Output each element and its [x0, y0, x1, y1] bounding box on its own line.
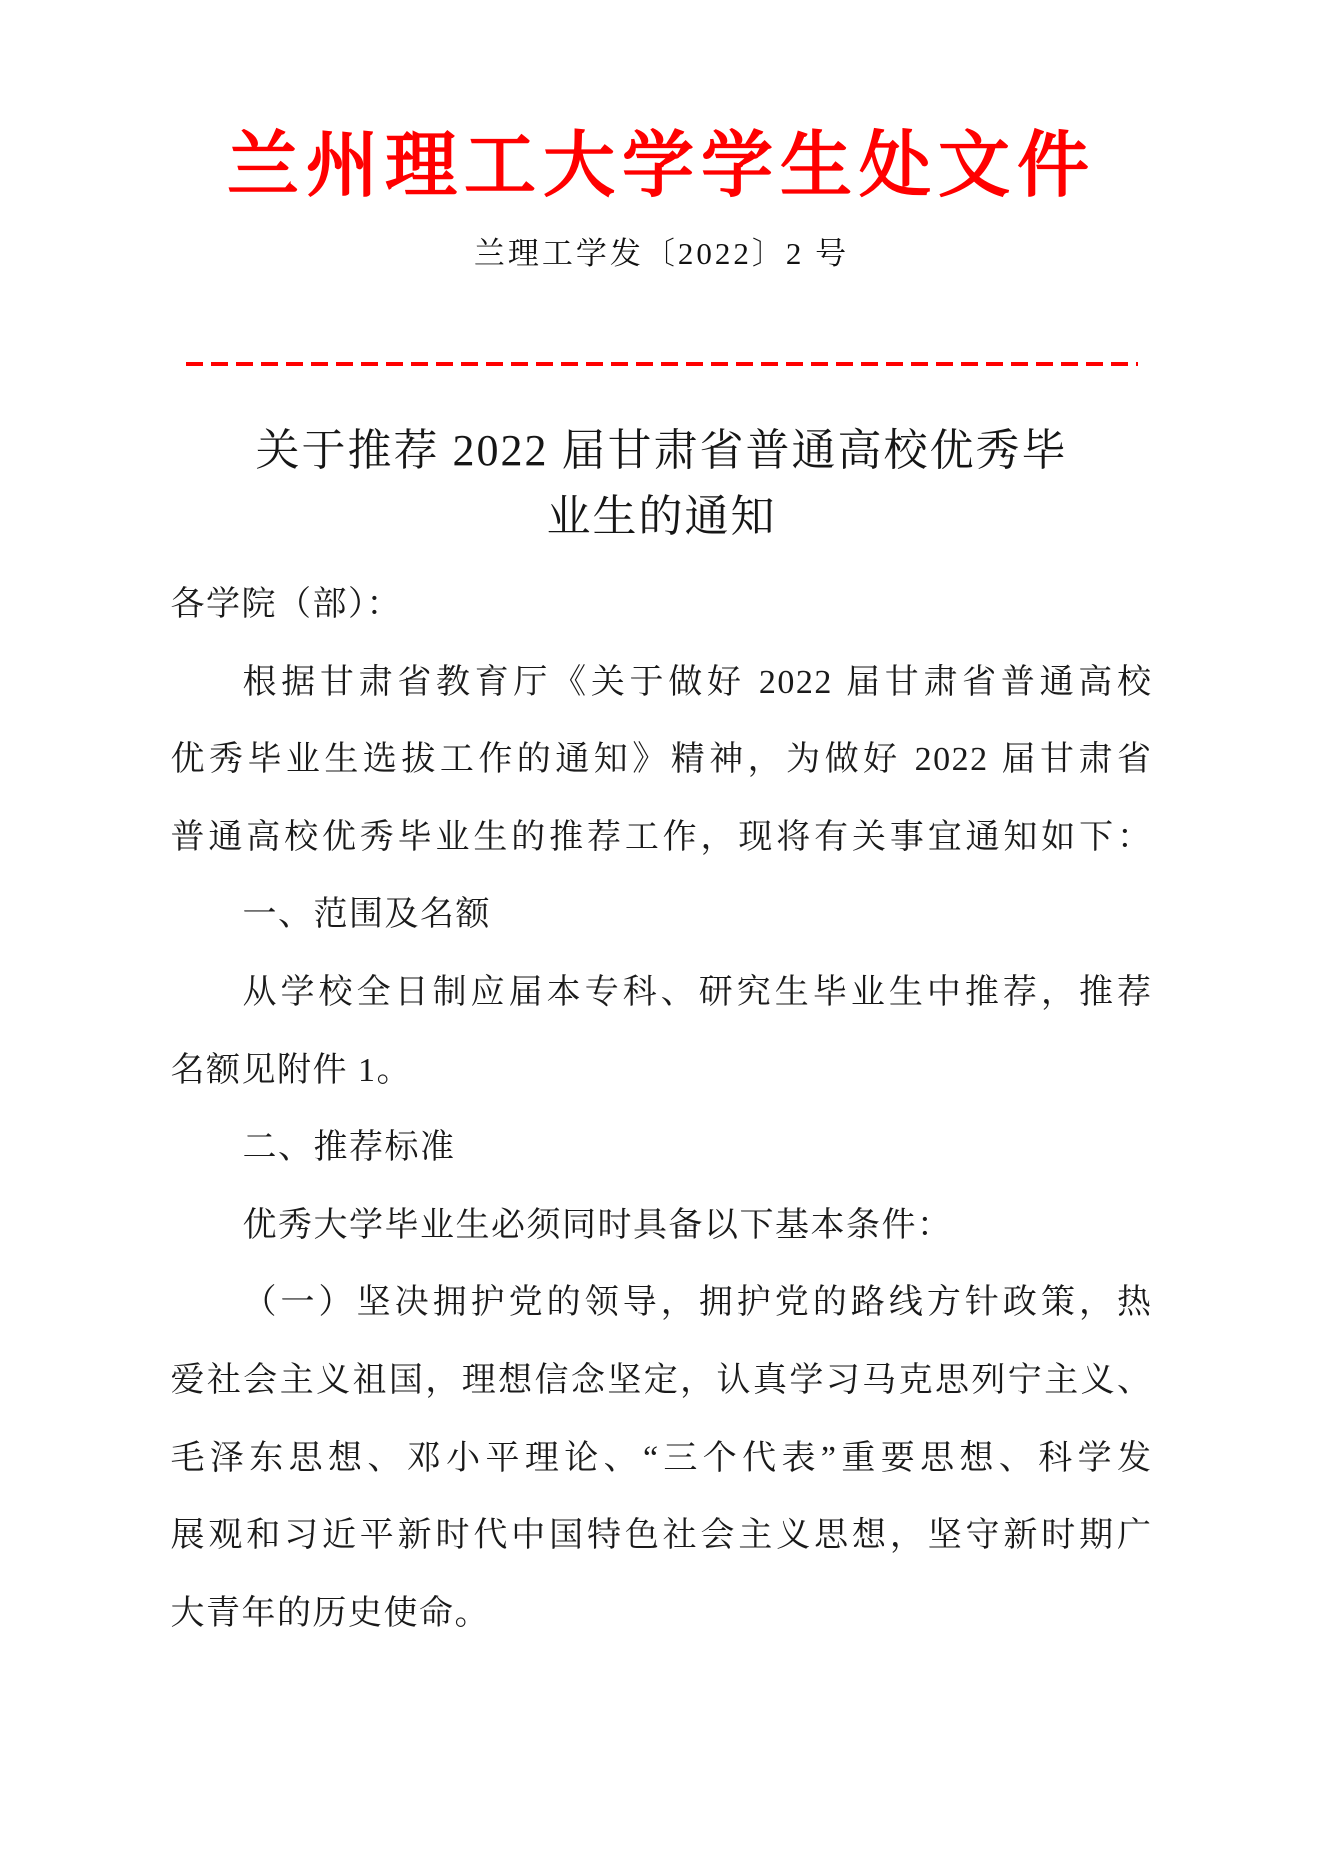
- body-line: 爱社会主义祖国，理想信念坚定，认真学习马克思列宁主义、: [170, 1361, 1153, 1399]
- notice-title-line-2: 业生的通知: [546, 492, 777, 541]
- body-line: 根据甘肃省教育厅《关于做好 2022 届甘肃省普通高校: [242, 663, 1153, 701]
- body-line: 优秀大学毕业生必须同时具备以下基本条件：: [242, 1206, 953, 1244]
- notice-title: [162, 418, 1162, 550]
- body-line: 名额见附件 1。: [170, 1051, 412, 1089]
- body-line: 毛泽东思想、邓小平理论、“三个代表”重要思想、科学发: [170, 1439, 1153, 1477]
- body-line: 大青年的历史使命。: [170, 1594, 490, 1632]
- notice-title-line-1: 关于推荐 2022 届甘肃省普通高校优秀毕: [255, 426, 1068, 475]
- body-line-section-2-heading: 二、推荐标准: [242, 1129, 456, 1167]
- notice-body: [171, 566, 1153, 1652]
- document-number: 兰理工学发〔2022〕2 号: [473, 236, 850, 271]
- red-dashed-divider: [186, 362, 1138, 366]
- body-line: 展观和习近平新时代中国特色社会主义思想，坚守新时期广: [170, 1517, 1153, 1555]
- body-line-salutation: 各学院（部）：: [170, 586, 402, 623]
- body-line: 普通高校优秀毕业生的推荐工作，现将有关事宜通知如下：: [170, 818, 1153, 856]
- body-line-section-1-heading: 一、范围及名额: [242, 896, 491, 934]
- body-line: 从学校全日制应届本专科、研究生毕业生中推荐，推荐: [242, 973, 1153, 1011]
- document-header-title: 兰州理工大学学生处文件: [226, 126, 1096, 206]
- body-line: 优秀毕业生选拔工作的通知》精神，为做好 2022 届甘肃省: [170, 741, 1153, 779]
- body-line: （一）坚决拥护党的领导，拥护党的路线方针政策，热: [242, 1284, 1153, 1322]
